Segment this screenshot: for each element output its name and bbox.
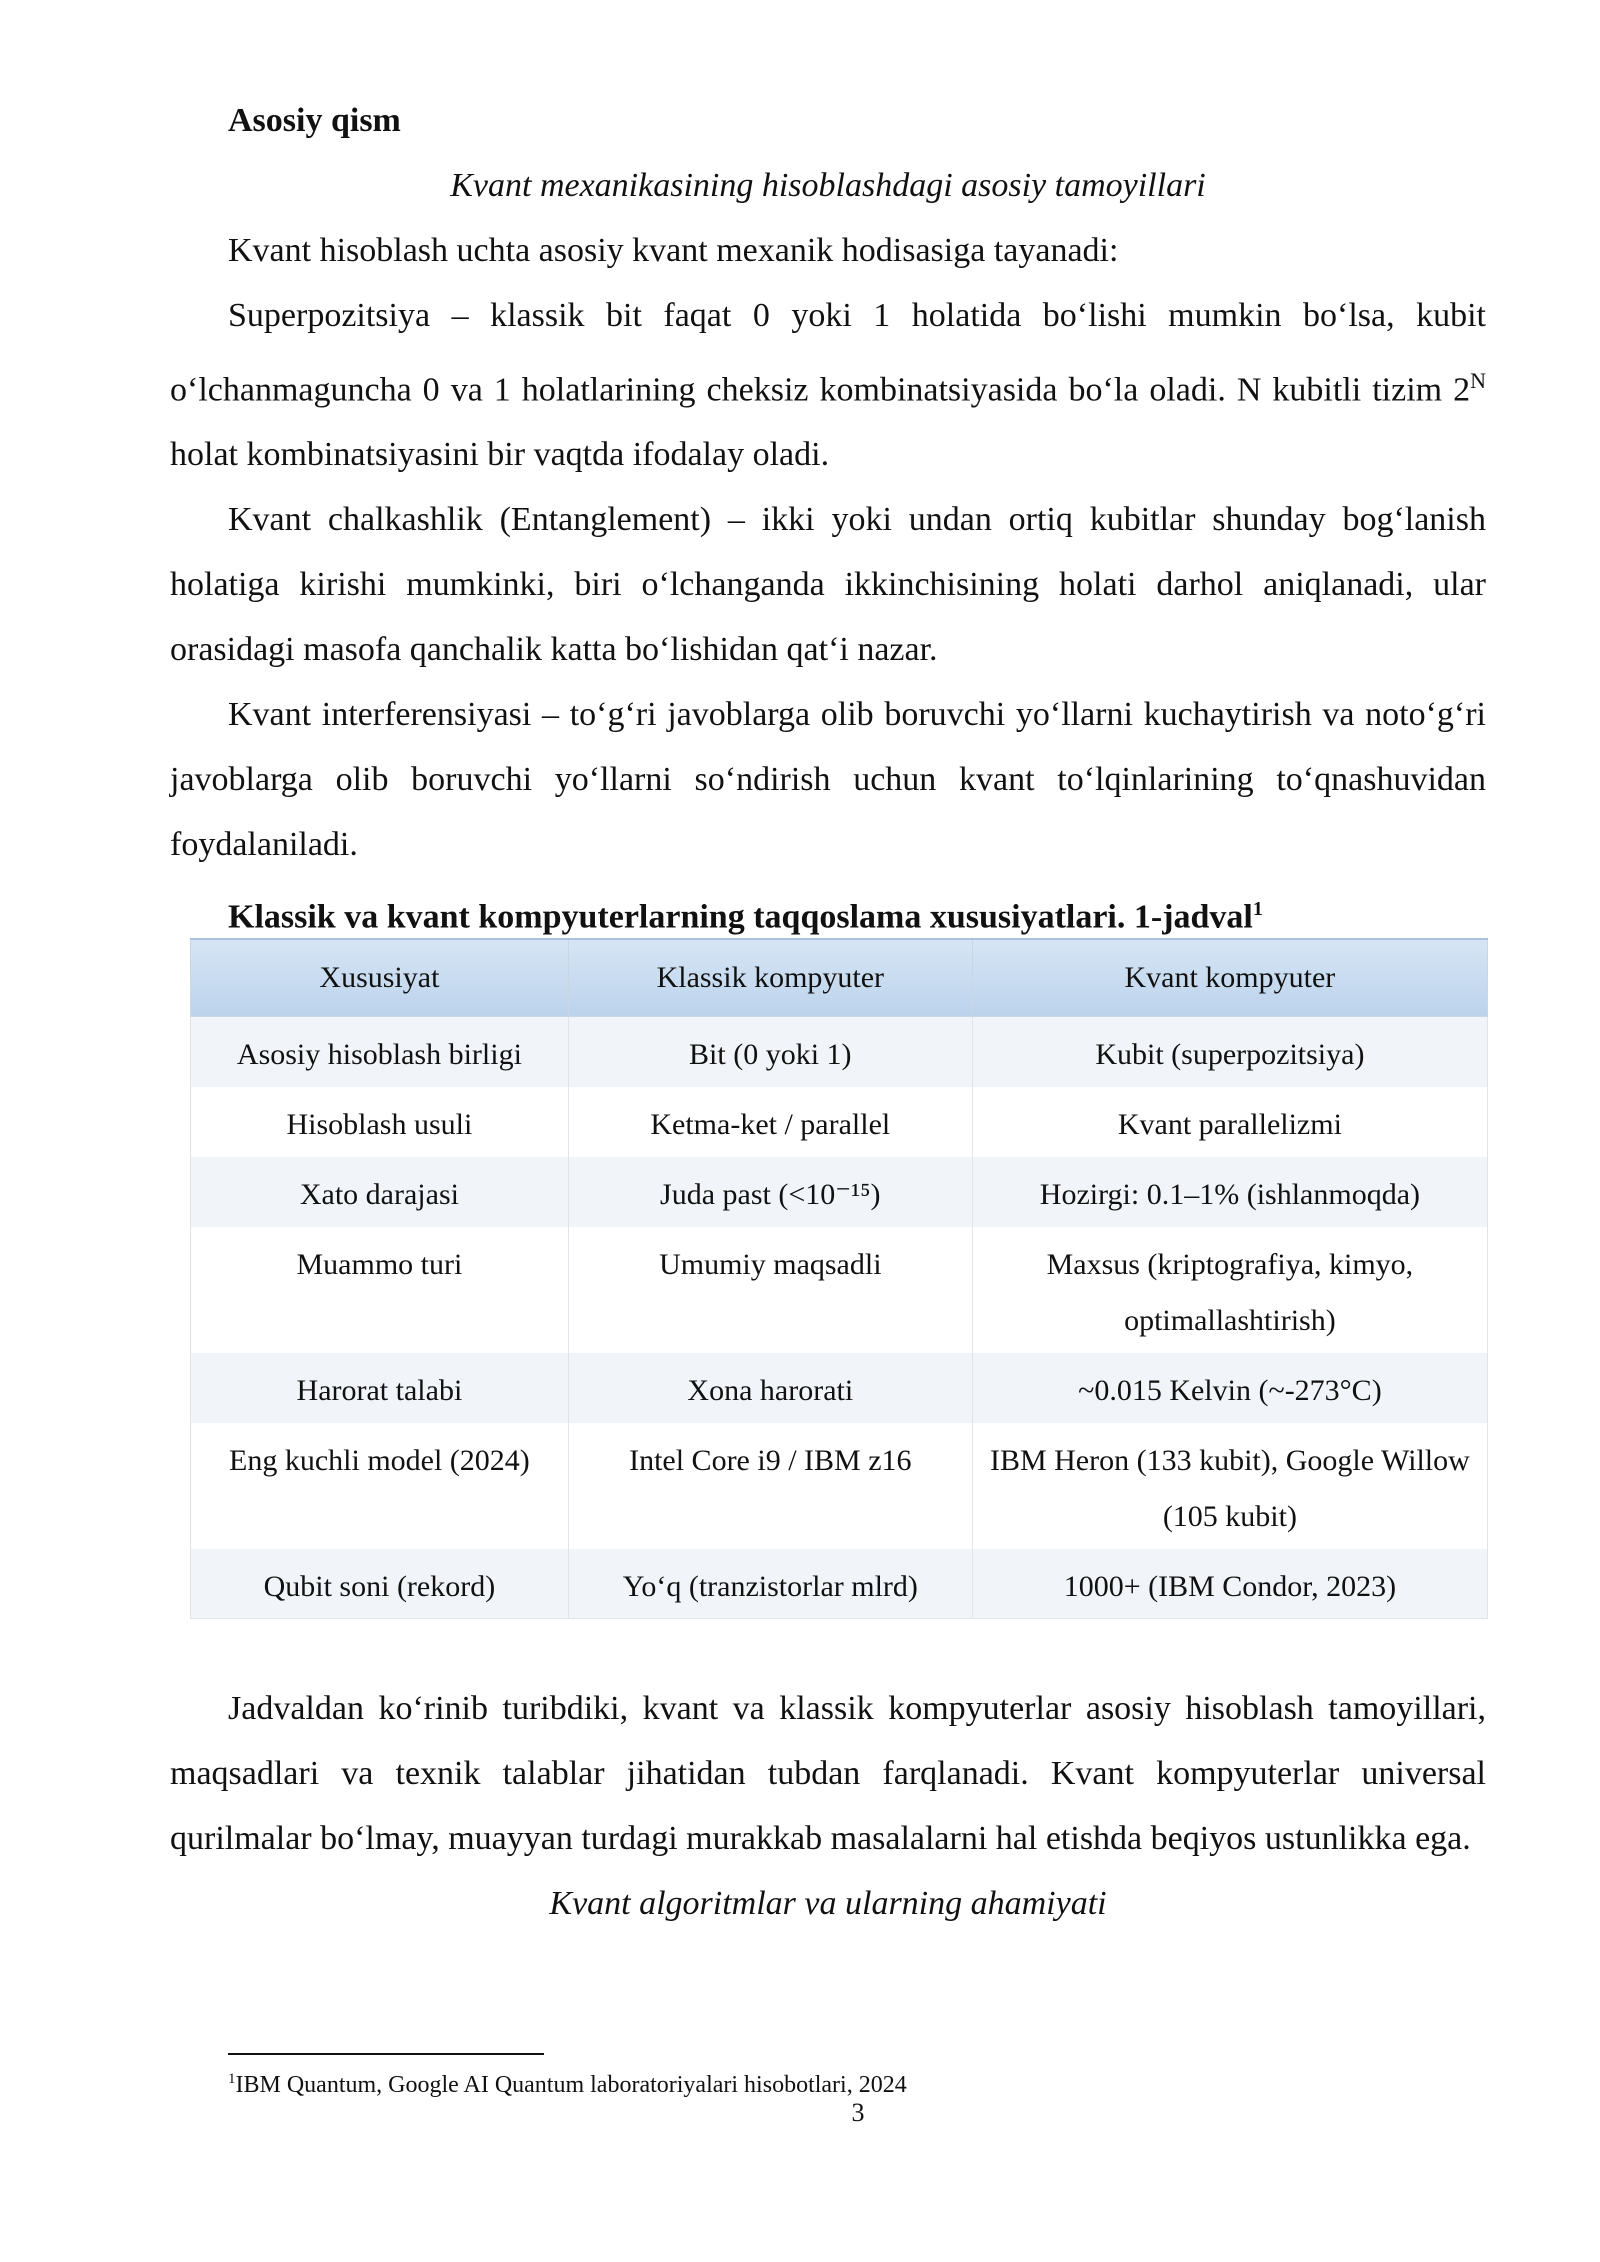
next-subsection-title: Kvant algoritmlar va ularning ahamiyati bbox=[549, 1885, 1107, 1922]
table-cell: 1000+ (IBM Condor, 2023) bbox=[972, 1549, 1487, 1619]
paragraph-conclusion: Jadvaldan ko‘rinib turibdiki, kvant va klassik kompyuterlar asosiy hisoblash tamoyillari, maqsadlari va texnik talablar jihatidan tubdan farqlanadi. Kvant kompyuterlar universal qurilmalar bo‘lmay, muayyan turdagi murakkab masalalarni hal etishda beqiyos ustunlikka ega. bbox=[170, 1690, 1486, 1857]
table-row bbox=[191, 1353, 1488, 1423]
superposition-text-a: Superpozitsiya – klassik bit faqat 0 yoki 1 holatida bo‘lishi mumkin bo‘lsa, kubit o‘lchanmaguncha 0 va 1 holatlarining cheksiz kombinatsiyasida bo‘la oladi. N kubitli tizim 2 bbox=[170, 297, 1486, 409]
table-cell: Muammo turi bbox=[191, 1227, 569, 1353]
table-cell: Xona harorati bbox=[568, 1353, 972, 1423]
table-cell: Harorat talabi bbox=[191, 1353, 569, 1423]
table-cell: IBM Heron (133 kubit), Google Willow (105 kubit) bbox=[972, 1423, 1487, 1549]
footnote-separator bbox=[228, 2053, 544, 2055]
superposition-exponent: N bbox=[1470, 368, 1486, 393]
table-cell: Asosiy hisoblash birligi bbox=[191, 1017, 569, 1087]
footnote bbox=[228, 2064, 907, 2100]
table-row bbox=[191, 1227, 1488, 1353]
header-cell-classical: Klassik kompyuter bbox=[568, 939, 972, 1017]
header-cell-quantum: Kvant kompyuter bbox=[972, 939, 1487, 1017]
table-cell: Kvant parallelizmi bbox=[972, 1087, 1487, 1157]
table-cell: Qubit soni (rekord) bbox=[191, 1549, 569, 1619]
subsection-title: Kvant mexanikasining hisoblashdagi asosiy tamoyillari bbox=[450, 167, 1206, 204]
page-number: 3 bbox=[851, 2098, 865, 2127]
paragraph-superposition bbox=[170, 283, 1486, 487]
table-row bbox=[191, 1087, 1488, 1157]
superposition-text-b: holat kombinatsiyasini bir vaqtda ifodalay oladi. bbox=[170, 436, 830, 474]
section-title: Asosiy qism bbox=[228, 102, 401, 139]
table-cell: Ketma-ket / parallel bbox=[568, 1087, 972, 1157]
table-cell: Xato darajasi bbox=[191, 1157, 569, 1227]
table-row bbox=[191, 1157, 1488, 1227]
table-cell: Maxsus (kriptografiya, kimyo, optimallashtirish) bbox=[972, 1227, 1487, 1353]
table-cell: Hozirgi: 0.1–1% (ishlanmoqda) bbox=[972, 1157, 1487, 1227]
table-row bbox=[191, 1423, 1488, 1549]
paragraph-entanglement: Kvant chalkashlik (Entanglement) – ikki yoki undan ortiq kubitlar shunday bog‘lanish holatiga kirishi mumkinki, biri o‘lchanganda ikkinchisining holati darhol aniqlanadi, ular orasidagi masofa qanchalik katta bo‘lishidan qat‘i nazar. bbox=[170, 501, 1486, 669]
table-cell: Hisoblash usuli bbox=[191, 1087, 569, 1157]
footnote-text: IBM Quantum, Google AI Quantum laboratoriyalari hisobotlari, 2024 bbox=[235, 2072, 907, 2098]
after-table-text bbox=[170, 1676, 1486, 1936]
table-caption-text: Klassik va kvant kompyuterlarning taqqoslama xususiyatlari. 1-jadval bbox=[228, 898, 1253, 936]
paragraph-intro: Kvant hisoblash uchta asosiy kvant mexanik hodisasiga tayanadi: bbox=[228, 232, 1119, 269]
header-cell-property: Xususiyat bbox=[191, 939, 569, 1017]
table-cell: ~0.015 Kelvin (~-273°C) bbox=[972, 1353, 1487, 1423]
table-caption-footnote-marker: 1 bbox=[1252, 898, 1263, 921]
table-cell: Kubit (superpozitsiya) bbox=[972, 1017, 1487, 1087]
table-cell: Umumiy maqsadli bbox=[568, 1227, 972, 1353]
table-cell: Bit (0 yoki 1) bbox=[568, 1017, 972, 1087]
table-cell: Yo‘q (tranzistorlar mlrd) bbox=[568, 1549, 972, 1619]
paragraph-interference: Kvant interferensiyasi – to‘g‘ri javoblarga olib boruvchi yo‘llarni kuchaytirish va noto‘g‘ri javoblarga olib boruvchi yo‘llarni so‘ndirish uchun kvant to‘lqinlarining to‘qnashuvidan foydalaniladi. bbox=[170, 696, 1486, 864]
comparison-table bbox=[190, 938, 1488, 1619]
main-text bbox=[170, 88, 1486, 950]
table-cell: Juda past (<10⁻¹⁵) bbox=[568, 1157, 972, 1227]
table-row bbox=[191, 1017, 1488, 1087]
table-cell: Intel Core i9 / IBM z16 bbox=[568, 1423, 972, 1549]
table-row bbox=[191, 1549, 1488, 1619]
table-header-row bbox=[191, 939, 1488, 1017]
footnote-marker: 1 bbox=[228, 2071, 236, 2087]
table-cell: Eng kuchli model (2024) bbox=[191, 1423, 569, 1549]
